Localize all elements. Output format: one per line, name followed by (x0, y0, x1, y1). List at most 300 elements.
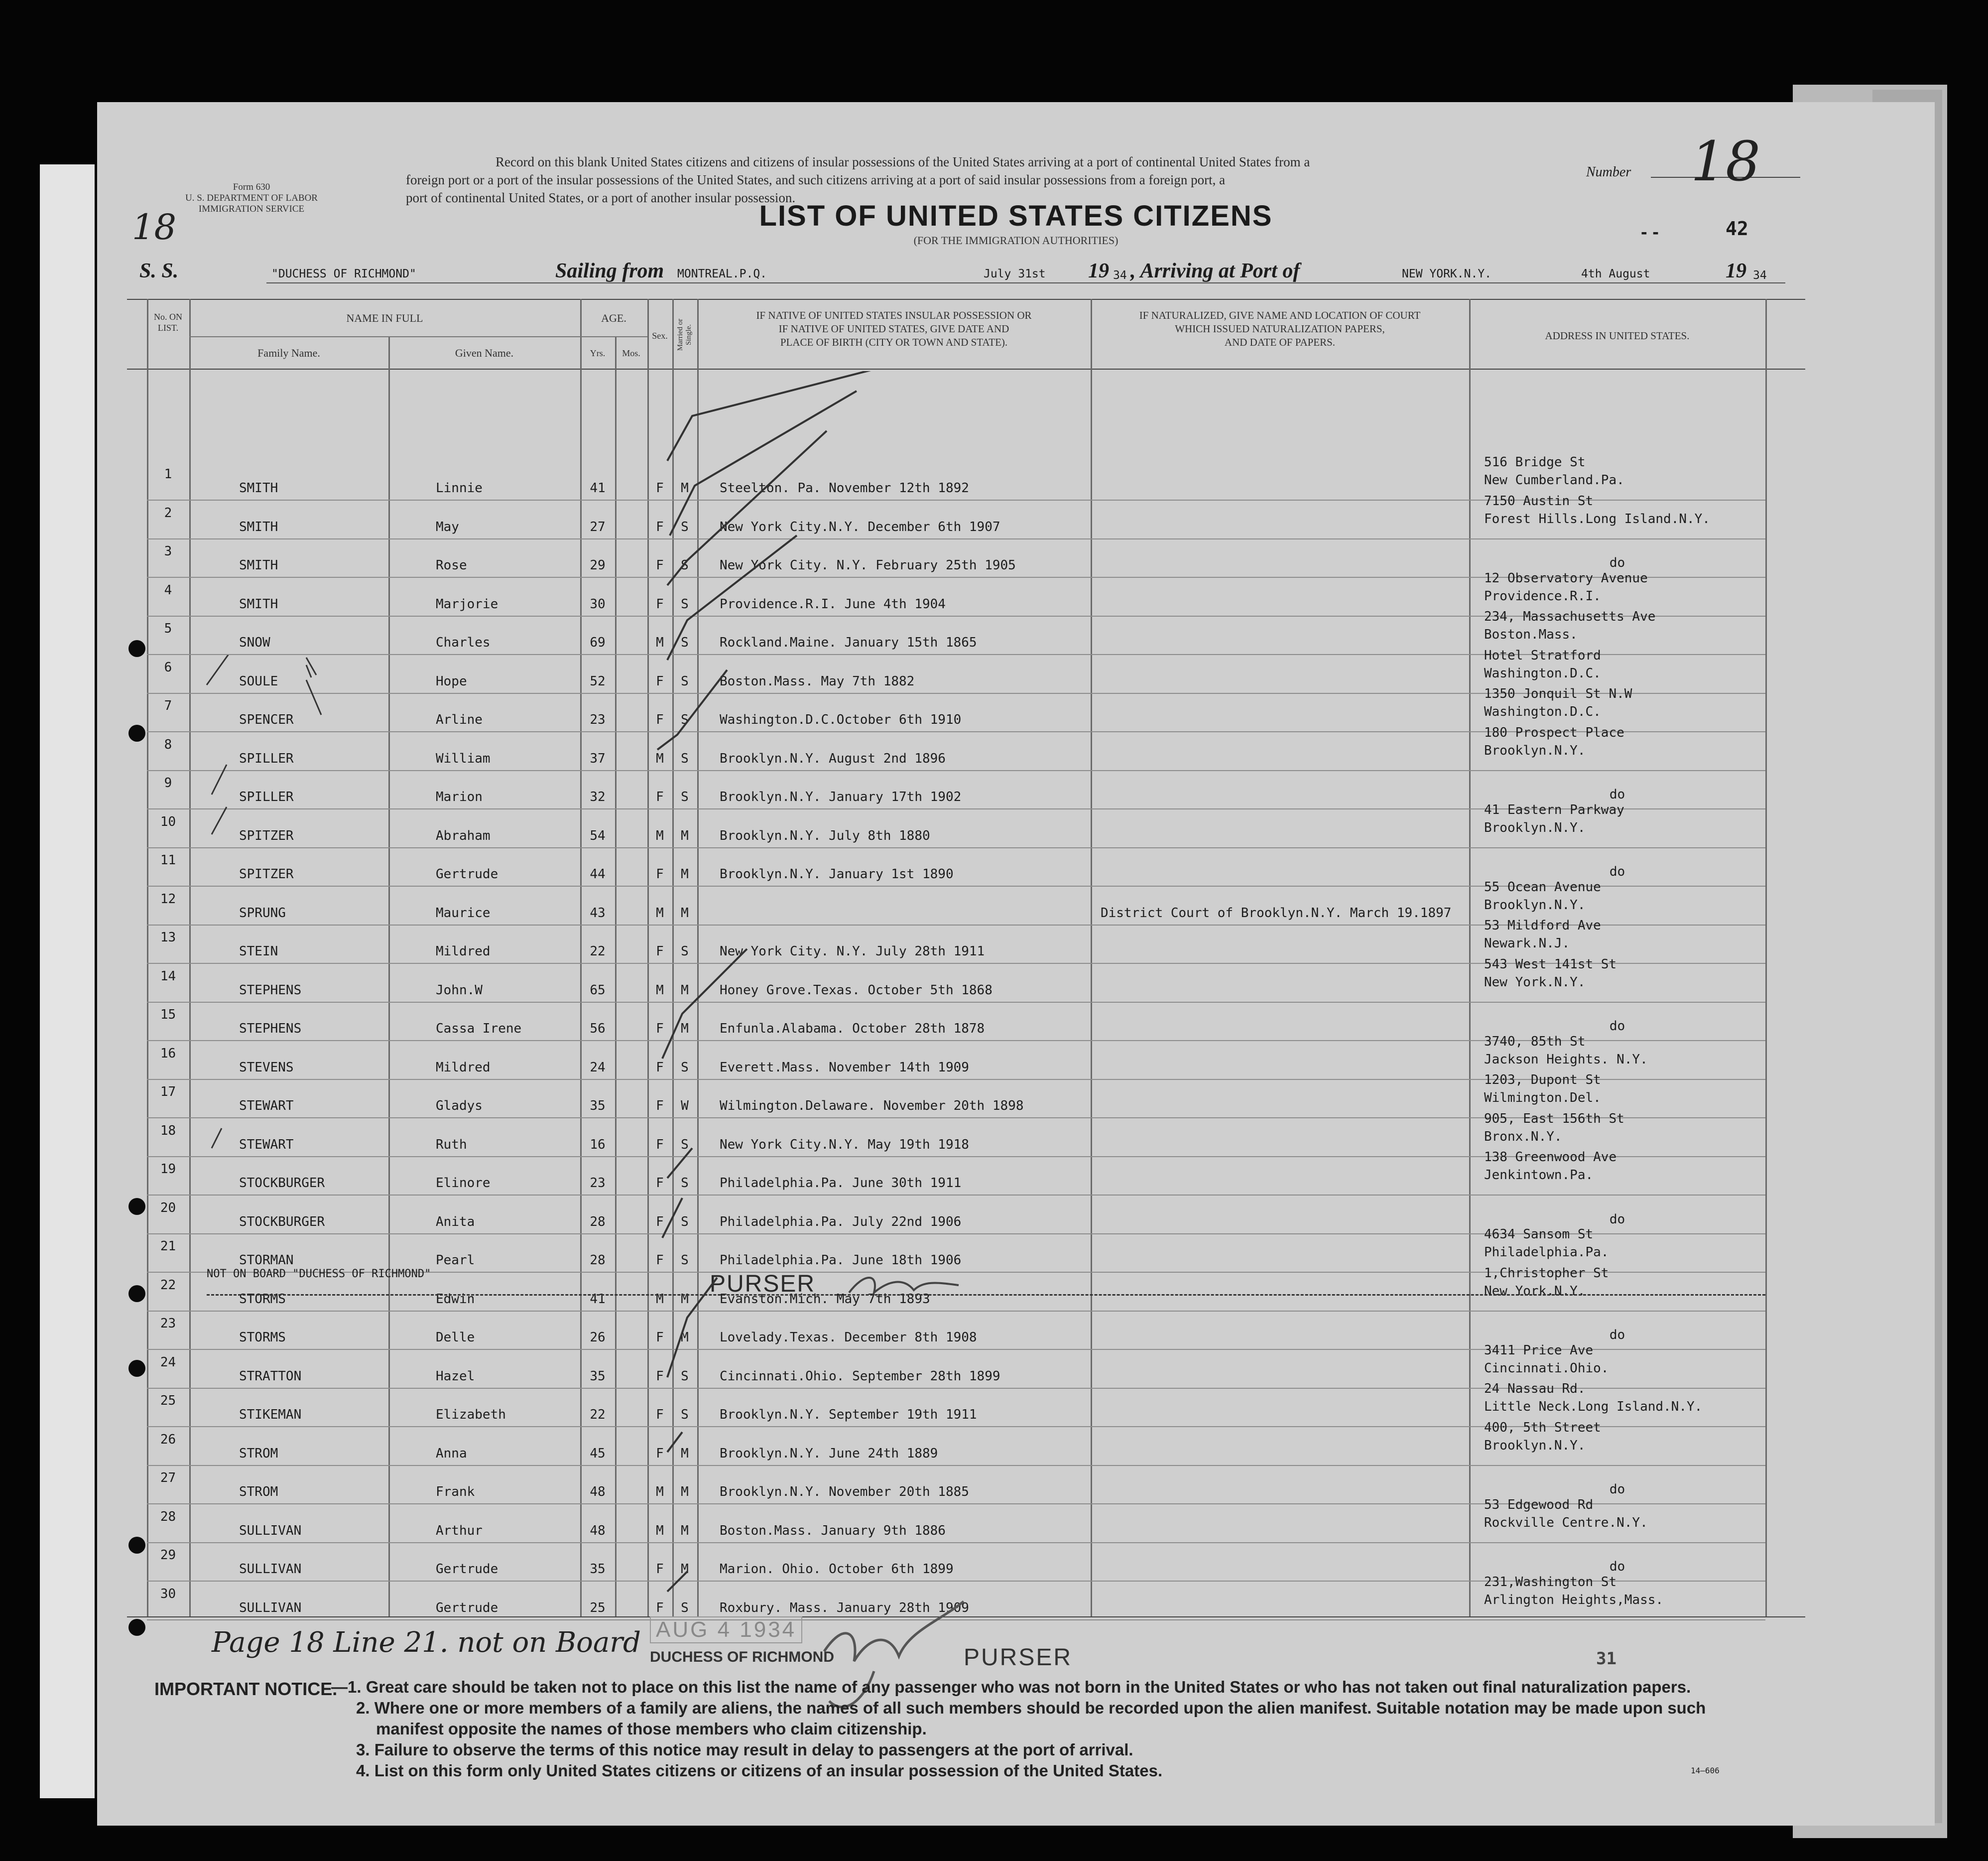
row-sex: M (656, 751, 664, 766)
row-age: 29 (590, 558, 606, 573)
row-given: Pearl (436, 1253, 475, 1268)
row-ms: M (681, 867, 689, 882)
form-number: Form 630 (233, 182, 270, 192)
row-sex: F (656, 673, 664, 689)
row-ms: M (681, 1562, 689, 1577)
row-age: 45 (590, 1446, 606, 1461)
purser-stamp-line21: PURSER (710, 1271, 816, 1297)
instruction-line: Record on this blank United States citizens and citizens of insular possessions of the United States arriving at a port of continental United States from a (496, 154, 1310, 169)
row-family: SPITZER (239, 867, 294, 882)
row-family: SMITH (239, 519, 278, 534)
col-rule (1469, 299, 1471, 1616)
row-age: 24 (590, 1060, 606, 1075)
row-given: William (436, 751, 491, 766)
instruction-line: foreign port or a port of the insular possessions of the United States, and such citizens arriving at a port of said insular possessions from a foreign port, a (406, 172, 1226, 187)
row-addr1: 12 Observatory Avenue (1484, 570, 1648, 586)
corner-page-mark: 18 (132, 207, 177, 248)
row-age: 41 (590, 481, 606, 496)
row-no: 2 (164, 505, 172, 521)
row-given: Cassa Irene (436, 1021, 522, 1036)
row-ms: M (681, 828, 689, 843)
row-sex: M (656, 982, 664, 998)
not-on-board-note: NOT ON BOARD "DUCHESS OF RICHMOND" (207, 1268, 431, 1280)
row-age: 22 (590, 944, 606, 959)
row-age: 28 (590, 1214, 606, 1229)
arrival-date: 4th August (1581, 267, 1650, 280)
row-addr2: do (1609, 1328, 1625, 1342)
row-family: STROM (239, 1446, 278, 1461)
row-given: Gertrude (436, 1600, 498, 1615)
row-given: Linnie (436, 481, 483, 496)
row-addr1: 3411 Price Ave (1484, 1342, 1594, 1358)
check-marks (647, 371, 966, 1606)
row-given: Rose (436, 558, 467, 573)
row-family: STORMS (239, 1291, 286, 1307)
row-age: 35 (590, 1098, 606, 1113)
row-age: 54 (590, 828, 606, 843)
row-sex: F (656, 558, 664, 573)
row-sex: F (656, 867, 664, 882)
row-ms: M (681, 1446, 689, 1461)
row-no: 4 (164, 582, 172, 598)
row-addr1: 543 West 141st St (1484, 956, 1617, 972)
row-addr2: do (1609, 1482, 1625, 1497)
row-sex: M (656, 1523, 664, 1538)
page-title: LIST OF UNITED STATES CITIZENS (759, 200, 1273, 232)
row-family: STEVENS (239, 1060, 294, 1075)
row-addr2: Brooklyn.N.Y. (1484, 743, 1586, 758)
row-age: 27 (590, 519, 606, 534)
row-addr2: Newark.N.J. (1484, 936, 1570, 951)
row-birth: Providence.R.I. June 4th 1904 (720, 596, 946, 612)
row-family: SPITZER (239, 828, 294, 843)
header-naturalized-line: IF NATURALIZED, GIVE NAME AND LOCATION OF COURT (1139, 309, 1421, 321)
row-given: Hazel (436, 1368, 475, 1384)
sailing-year: 34 (1113, 269, 1127, 282)
row-age: 35 (590, 1562, 606, 1577)
row-age: 44 (590, 867, 606, 882)
row-no: 14 (160, 968, 176, 984)
col-rule (189, 299, 191, 1616)
row-sex: F (656, 1021, 664, 1036)
number-value: 18 (1691, 130, 1760, 193)
instructions (406, 153, 1616, 207)
row-sex: F (656, 1446, 664, 1461)
row-ms: S (681, 712, 689, 727)
row-age: 22 (590, 1407, 606, 1422)
row-addr2: do (1609, 1559, 1625, 1574)
row-birth: Philadelphia.Pa. July 22nd 1906 (720, 1214, 962, 1229)
row-addr2: do (1609, 1211, 1625, 1227)
row-given: Marion (436, 790, 483, 804)
header-birth-line: IF NATIVE OF UNITED STATES, GIVE DATE AND (778, 323, 1009, 335)
row-given: Anita (436, 1214, 475, 1229)
row-no: 23 (160, 1316, 176, 1331)
row-no: 20 (160, 1200, 176, 1215)
header-name-in-full: NAME IN FULL (346, 312, 423, 324)
row-no: 24 (160, 1354, 176, 1370)
row-age: 35 (590, 1368, 606, 1384)
row-birth: Brooklyn.N.Y. November 20th 1885 (720, 1484, 969, 1499)
row-family: STIKEMAN (239, 1407, 302, 1422)
row-addr2: Cincinnati.Ohio. (1484, 1360, 1609, 1376)
row-addr2: Washington.D.C. (1484, 704, 1601, 719)
row-birth: Brooklyn.N.Y. June 24th 1889 (720, 1446, 938, 1461)
row-sex: F (656, 1330, 664, 1345)
notice-line-3: manifest opposite the names of those members who claim citizenship. (376, 1720, 927, 1738)
tick-marks (192, 655, 391, 1153)
row-given: May (436, 519, 459, 534)
header-no: No. ON LIST. (154, 312, 182, 333)
row-no: 3 (164, 544, 172, 559)
row-addr2: Brooklyn.N.Y. (1484, 1438, 1586, 1453)
row-ms: S (681, 1253, 689, 1268)
punch-hole (128, 725, 145, 742)
row-no: 8 (164, 737, 172, 752)
arrival-year-prefix: 19 (1726, 260, 1746, 282)
voyage-underline (266, 282, 1785, 283)
footer-purser-stamp: PURSER (964, 1644, 1073, 1671)
row-birth: Honey Grove.Texas. October 5th 1868 (720, 982, 993, 998)
row-given: Gertrude (436, 867, 498, 882)
row-ms: S (681, 673, 689, 689)
row-addr1: 1,Christopher St (1484, 1265, 1609, 1281)
row-given: Ruth (436, 1137, 467, 1152)
row-birth: Philadelphia.Pa. June 18th 1906 (720, 1253, 962, 1268)
row-given: Marjorie (436, 596, 498, 612)
row-birth: Brooklyn.N.Y. January 17th 1902 (720, 790, 962, 804)
row-birth: Marion. Ohio. October 6th 1899 (720, 1562, 954, 1577)
row-addr2: Boston.Mass. (1484, 627, 1578, 642)
ss-label: S. S. (139, 260, 179, 282)
row-ms: S (681, 1407, 689, 1422)
row-addr2: Forest Hills.Long Island.N.Y. (1484, 511, 1710, 527)
instruction-line: port of continental United States, or a port of another insular possession. (406, 190, 796, 205)
row-sex: M (656, 905, 664, 921)
row-sex: F (656, 1368, 664, 1384)
row-family: STEWART (239, 1137, 294, 1152)
header-birth-line: PLACE OF BIRTH (CITY OR TOWN AND STATE). (780, 336, 1008, 348)
row-ms: M (681, 1291, 689, 1307)
row-no: 11 (160, 853, 176, 868)
row-addr2: Brooklyn.N.Y. (1484, 820, 1586, 835)
row-addr2: Rockville Centre.N.Y. (1484, 1515, 1648, 1530)
row-given: Charles (436, 635, 491, 650)
row-ms: M (681, 1484, 689, 1499)
row-age: 69 (590, 635, 606, 650)
row-family: STROM (239, 1484, 278, 1499)
row-age: 56 (590, 1021, 606, 1036)
row-ms: S (681, 1060, 689, 1075)
header-married-single: Married or Single. (676, 318, 693, 351)
punch-hole (128, 640, 145, 657)
row-ms: S (681, 1176, 689, 1191)
row-birth: New York City. N.Y. July 28th 1911 (720, 944, 985, 959)
binding-edge (40, 164, 95, 1798)
row-birth: New York City.N.Y. December 6th 1907 (720, 519, 1000, 534)
row-given: Frank (436, 1484, 475, 1499)
row-sex: F (656, 596, 664, 612)
row-sex: F (656, 790, 664, 804)
row-addr2: Arlington Heights,Mass. (1484, 1592, 1664, 1607)
row-sex: F (656, 1407, 664, 1422)
row-birth: Philadelphia.Pa. June 30th 1911 (720, 1176, 962, 1191)
row-addr2: New York.N.Y. (1484, 974, 1586, 990)
row-addr2: Bronx.N.Y. (1484, 1129, 1562, 1144)
ship-name: "DUCHESS OF RICHMOND" (271, 267, 416, 280)
row-ms: S (681, 790, 689, 804)
arriving-label: , Arriving at Port of (1130, 260, 1300, 282)
header-age: AGE. (601, 312, 626, 324)
row-no: 17 (160, 1084, 176, 1099)
row-ms: S (681, 1214, 689, 1229)
row-addr1: 1350 Jonquil St N.W (1484, 686, 1632, 701)
row-no: 16 (160, 1046, 176, 1061)
row-age: 30 (590, 596, 606, 612)
row-birth: Lovelady.Texas. December 8th 1908 (720, 1330, 977, 1345)
row-ms: S (681, 944, 689, 959)
row-ms: M (681, 1330, 689, 1345)
header-months: Mos. (622, 348, 640, 358)
row-addr2: Philadelphia.Pa. (1484, 1245, 1609, 1260)
row-sex: F (656, 519, 664, 534)
header-sex: Sex. (652, 331, 668, 341)
row-addr1: 7150 Austin St (1484, 493, 1594, 509)
row-addr2: Washington.D.C. (1484, 665, 1601, 681)
row-family: SNOW (239, 635, 270, 650)
row-sex: M (656, 635, 664, 650)
row-sex: F (656, 1562, 664, 1577)
row-ms: S (681, 635, 689, 650)
row-birth: Rockland.Maine. January 15th 1865 (720, 635, 977, 650)
row-addr1: 180 Prospect Place (1484, 725, 1624, 740)
row-age: 28 (590, 1253, 606, 1268)
row-birth: Brooklyn.N.Y. July 8th 1880 (720, 828, 930, 843)
row-given: Maurice (436, 905, 491, 921)
row-sex: F (656, 712, 664, 727)
row-family: SPILLER (239, 751, 294, 766)
col-rule (615, 336, 617, 1616)
row-family: SPENCER (239, 712, 294, 727)
notice-line-1: —1. Great care should be taken not to place on this list the name of any passenger who was not born in the United States or who has not taken out final naturalization papers. (331, 1678, 1691, 1696)
row-addr2: do (1609, 787, 1625, 802)
header-address: ADDRESS IN UNITED STATES. (1545, 330, 1690, 342)
row-no: 5 (164, 621, 172, 636)
name-subheader-rule (189, 336, 580, 337)
table-top-rule (127, 299, 1805, 300)
row-birth: Enfunla.Alabama. October 28th 1878 (720, 1021, 985, 1036)
row-addr2: Providence.R.I. (1484, 588, 1601, 604)
row-addr2: Brooklyn.N.Y. (1484, 897, 1586, 913)
row-no: 9 (164, 776, 172, 791)
row-addr1: 231,Washington St (1484, 1574, 1617, 1590)
row-ms: S (681, 1600, 689, 1615)
row-given: Arline (436, 712, 483, 727)
row-given: Gertrude (436, 1562, 498, 1577)
row-family: SMITH (239, 558, 278, 573)
row-ms: S (681, 1137, 689, 1152)
row-addr2: do (1609, 1019, 1625, 1034)
year-prefix: 19 (1088, 260, 1109, 282)
row-no: 19 (160, 1162, 176, 1177)
row-birth: Cincinnati.Ohio. September 28th 1899 (720, 1368, 1000, 1384)
row-family: STEPHENS (239, 982, 302, 998)
table-header-rule (127, 369, 1805, 370)
row-ms: M (681, 982, 689, 998)
row-no: 29 (160, 1548, 176, 1563)
row-birth: New York City.N.Y. May 19th 1918 (720, 1137, 969, 1152)
punch-hole (128, 1360, 145, 1377)
row-ms: S (681, 558, 689, 573)
header-years: Yrs. (590, 348, 606, 358)
row-sex: F (656, 1214, 664, 1229)
row-given: Gladys (436, 1098, 483, 1113)
row-age: 48 (590, 1523, 606, 1538)
header-naturalized-line: WHICH ISSUED NATURALIZATION PAPERS, (1175, 323, 1385, 335)
notice-title: IMPORTANT NOTICE. (154, 1679, 338, 1699)
row-family: STOCKBURGER (239, 1214, 325, 1229)
row-ms: S (681, 519, 689, 534)
header-given-name: Given Name. (455, 347, 514, 359)
punch-hole (128, 1537, 145, 1554)
row-no: 15 (160, 1007, 176, 1022)
row-ms: M (681, 905, 689, 921)
row-addr2: Wilmington.Del. (1484, 1090, 1601, 1105)
header-birth (697, 309, 1091, 349)
row-given: Arthur (436, 1523, 483, 1538)
col-rule (147, 299, 148, 1616)
row-addr2: New Cumberland.Pa. (1484, 473, 1624, 488)
row-given: Hope (436, 673, 467, 689)
row-addr1: 138 Greenwood Ave (1484, 1150, 1617, 1165)
row-sex: F (656, 1060, 664, 1075)
row-no: 18 (160, 1123, 176, 1138)
row-birth: Brooklyn.N.Y. January 1st 1890 (720, 867, 954, 882)
row-ms: M (681, 1523, 689, 1538)
row-birth: Roxbury. Mass. January 28th 1909 (720, 1600, 969, 1615)
row-given: Elizabeth (436, 1407, 506, 1422)
row-family: STEWART (239, 1098, 294, 1113)
form-department: U. S. DEPARTMENT OF LABOR (185, 193, 318, 203)
row-no: 28 (160, 1509, 176, 1524)
row-no: 21 (160, 1239, 176, 1254)
row-age: 23 (590, 1176, 606, 1191)
sheet-number-dash: - - (1641, 222, 1659, 243)
punch-hole (128, 1285, 145, 1302)
row-age: 32 (590, 790, 606, 804)
age-subheader-rule (580, 336, 647, 337)
sailing-label: Sailing from (555, 260, 664, 282)
row-ms: M (681, 1021, 689, 1036)
row-given: Abraham (436, 828, 491, 843)
row-addr1: Hotel Stratford (1484, 648, 1601, 663)
arrival-year: 34 (1753, 269, 1767, 282)
row-ms: S (681, 751, 689, 766)
footer-ship-stamp: DUCHESS OF RICHMOND (650, 1649, 835, 1665)
row-birth: Everett.Mass. November 14th 1909 (720, 1060, 969, 1075)
row-nat: District Court of Brooklyn.N.Y. March 19.1897 (1101, 905, 1452, 921)
row-addr2: do (1609, 555, 1625, 570)
page-count: 31 (1596, 1649, 1616, 1669)
row-sex: M (656, 1484, 664, 1499)
row-birth: Boston.Mass. May 7th 1882 (720, 673, 915, 689)
row-addr1: 53 Mildford Ave (1484, 918, 1601, 933)
row-given: Mildred (436, 1060, 491, 1075)
row-family: STEIN (239, 944, 278, 959)
number-label: Number (1586, 164, 1631, 180)
row-age: 43 (590, 905, 606, 921)
row-age: 48 (590, 1484, 606, 1499)
row-sex: F (656, 1600, 664, 1615)
footer-handwritten-note: Page 18 Line 21. not on Board (212, 1626, 641, 1659)
row-addr2: Little Neck.Long Island.N.Y. (1484, 1399, 1703, 1414)
row-family: STORMS (239, 1330, 286, 1345)
row-addr1: 516 Bridge St (1484, 455, 1586, 470)
row-addr1: 4634 Sansom St (1484, 1227, 1594, 1242)
row-addr2: Jenkintown.Pa. (1484, 1168, 1594, 1183)
row-given: John.W (436, 982, 483, 998)
row-age: 16 (590, 1137, 606, 1152)
row-birth: Boston.Mass. January 9th 1886 (720, 1523, 946, 1538)
row-given: Elinore (436, 1176, 491, 1191)
row-family: SULLIVAN (239, 1523, 302, 1538)
sheet-number: 42 (1726, 218, 1748, 240)
row-family: SMITH (239, 481, 278, 496)
row-addr1: 234, Massachusetts Ave (1484, 609, 1656, 624)
row-birth: Wilmington.Delaware. November 20th 1898 (720, 1098, 1024, 1113)
row-birth: Brooklyn.N.Y. September 19th 1911 (720, 1407, 977, 1422)
row-sex: F (656, 1253, 664, 1268)
row-no: 22 (160, 1277, 176, 1293)
manifest-sheet (97, 102, 1935, 1826)
row-addr1: 905, East 156th St (1484, 1111, 1624, 1126)
row-given: Anna (436, 1446, 467, 1461)
arrival-port: NEW YORK.N.Y. (1402, 267, 1492, 280)
row-addr1: 24 Nassau Rd. (1484, 1381, 1586, 1396)
row-family: SOULE (239, 673, 278, 689)
row-family: STRATTON (239, 1368, 302, 1384)
row-no: 7 (164, 698, 172, 713)
arrival-date-stamp: AUG 4 1934 (650, 1616, 802, 1643)
row-addr2: do (1609, 864, 1625, 879)
row-given: Delle (436, 1330, 475, 1345)
row-no: 30 (160, 1586, 176, 1601)
line-21-strike (207, 1294, 1765, 1296)
row-family: STOCKBURGER (239, 1176, 325, 1191)
row-no: 27 (160, 1470, 176, 1485)
row-sex: M (656, 828, 664, 843)
notice-line-5: 4. List on this form only United States citizens or citizens of an insular possession of the United States. (356, 1761, 1163, 1780)
row-sex: F (656, 1137, 664, 1152)
row-age: 52 (590, 673, 606, 689)
row-family: STEPHENS (239, 1021, 302, 1036)
row-addr2: New York.N.Y. (1484, 1283, 1586, 1299)
row-no: 10 (160, 814, 176, 829)
row-age: 65 (590, 982, 606, 998)
row-sex: F (656, 481, 664, 496)
row-age: 26 (590, 1330, 606, 1345)
row-age: 25 (590, 1600, 606, 1615)
row-no: 13 (160, 930, 176, 945)
row-birth: Brooklyn.N.Y. August 2nd 1896 (720, 751, 946, 766)
form-service: IMMIGRATION SERVICE (198, 204, 305, 214)
row-age: 41 (590, 1291, 606, 1307)
row-no: 6 (164, 660, 172, 675)
notice-line-2: 2. Where one or more members of a family are aliens, the names of all such members should be recorded upon the alien manifest. Suitable notation may be made upon such (356, 1699, 1706, 1717)
row-ms: S (681, 1368, 689, 1384)
row-family: STORMAN (239, 1253, 294, 1268)
header-naturalized (1091, 309, 1469, 349)
